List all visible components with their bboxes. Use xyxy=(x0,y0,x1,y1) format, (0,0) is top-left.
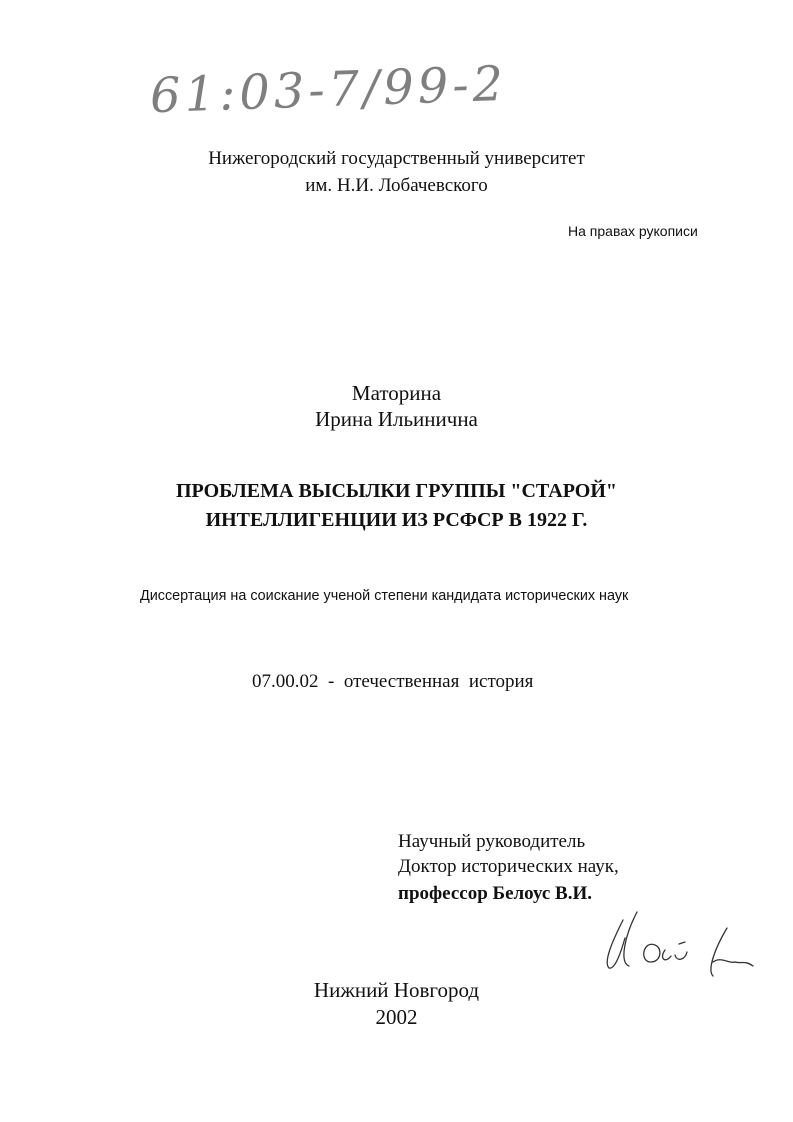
archive-mark: 61:03-7/99-2 xyxy=(149,55,508,125)
place: Нижний Новгород xyxy=(313,978,480,1002)
author-surname: Маторина xyxy=(351,381,442,405)
university-name: Нижегородский государственный университет xyxy=(208,148,585,169)
year: 2002 xyxy=(375,1005,418,1029)
author-given-names: Ирина Ильинична xyxy=(315,407,478,431)
specialty-code: 07.00.02 - отечественная история xyxy=(252,671,534,692)
title-line-1: ПРОБЛЕМА ВЫСЫЛКИ ГРУППЫ "СТАРОЙ" xyxy=(175,480,618,502)
supervisor-name: профессор Белоус В.И. xyxy=(398,883,592,904)
degree-statement: Диссертация на соискание ученой степени кандидата исторических наук xyxy=(140,588,629,604)
supervisor-role: Научный руководитель xyxy=(398,831,586,852)
university-name-line2: им. Н.И. Лобачевского xyxy=(305,175,488,196)
manuscript-rights-note: На правах рукописи xyxy=(568,223,698,239)
title-line-2: ИНТЕЛЛИГЕНЦИИ ИЗ РСФСР В 1922 Г. xyxy=(205,509,588,531)
supervisor-signature xyxy=(595,900,775,990)
supervisor-degree: Доктор исторических наук, xyxy=(398,856,619,877)
